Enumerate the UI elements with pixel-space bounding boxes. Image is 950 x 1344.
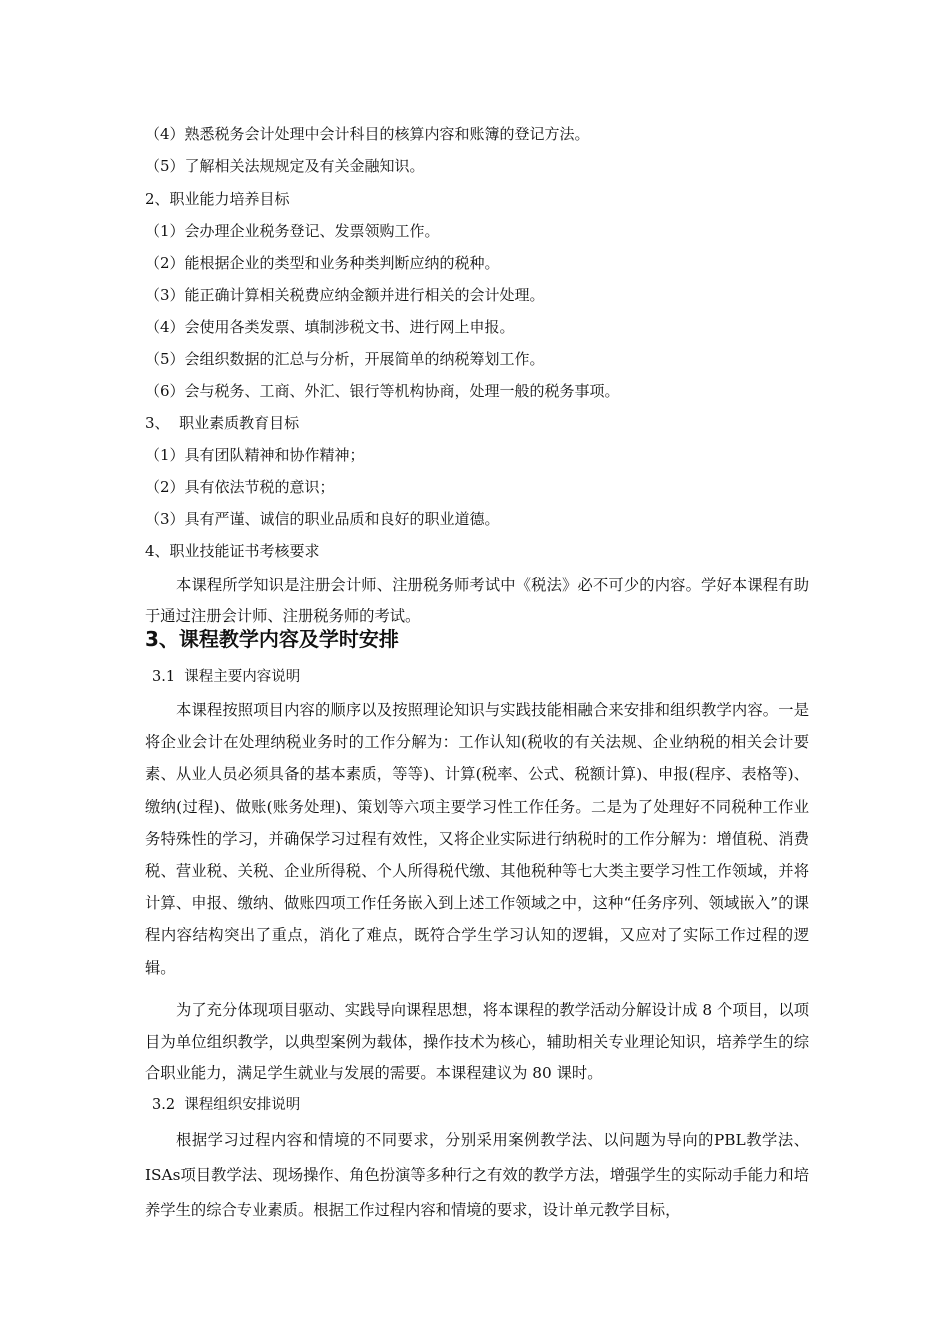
paragraph-3-2-text: 根据学习过程内容和情境的不同要求，分别采用案例教学法、以问题为导向的PBL教学法、ISAs项目教学法、现场操作、角色扮演等多种行之有效的教学方法，增强学生的实际动手能力和培养学生的综合专业素质。根据工作过程内容和情境的要求，设计单元教学目标， xyxy=(145,1131,809,1219)
paragraph-3-1-b xyxy=(145,995,809,1090)
paragraph-3-2 xyxy=(145,1123,809,1228)
ability-item-1: （1）会办理企业税务登记、发票领购工作。 xyxy=(145,222,440,240)
subsection-3-2-title: 3.2 课程组织安排说明 xyxy=(152,1097,301,1113)
knowledge-item-4: （4）熟悉税务会计处理中会计科目的核算内容和账簿的登记方法。 xyxy=(145,125,590,143)
cert-heading: 4、职业技能证书考核要求 xyxy=(145,542,320,560)
ability-heading: 2、职业能力培养目标 xyxy=(145,190,290,208)
ability-item-3: （3）能正确计算相关税费应纳金额并进行相关的会计处理。 xyxy=(145,286,545,304)
subsection-3-1-title: 3.1 课程主要内容说明 xyxy=(152,669,301,685)
ability-item-6: （6）会与税务、工商、外汇、银行等机构协商，处理一般的税务事项。 xyxy=(145,382,620,400)
quality-heading: 3、 职业素质教育目标 xyxy=(145,414,300,432)
section-3-title: 3、课程教学内容及学时安排 xyxy=(145,627,399,651)
ability-item-5: （5）会组织数据的汇总与分析，开展简单的纳税筹划工作。 xyxy=(145,350,545,368)
paragraph-3-1-b-text: 为了充分体现项目驱动、实践导向课程思想，将本课程的教学活动分解设计成 8 个项目，以项目为单位组织教学，以典型案例为载体，操作技术为核心，辅助相关专业理论知识，培养学生的综合职业能力，满足学生就业与发展的需要。本课程建议为 80 课时。 xyxy=(145,1001,809,1082)
quality-item-1: （1）具有团队精神和协作精神； xyxy=(145,446,365,464)
paragraph-3-1-a-text: 本课程按照项目内容的顺序以及按照理论知识与实践技能相融合来安排和组织教学内容。一是将企业会计在处理纳税业务时的工作分解为：工作认知(税收的有关法规、企业纳税的相关会计要素、从业人员必须具备的基本素质，等等)、计算(税率、公式、税额计算)、申报(程序、表格等)、缴纳(过程)、做账(账务处理)、策划等六项主要学习性工作任务。二是为了处理好不同税种工作业务特殊性的学习，并确保学习过程有效性，又将企业实际进行纳税时的工作分解为：增值税、消费税、营业税、关税、企业所得税、个人所得税代缴、其他税种等七大类主要学习性工作领域，并将计算、申报、缴纳、做账四项工作任务嵌入到上述工作领域之中，这种“任务序列、领域嵌入”的课程内容结构突出了重点，消化了难点，既符合学生学习认知的逻辑，又应对了实际工作过程的逻辑。 xyxy=(145,701,809,977)
ability-item-2: （2）能根据企业的类型和业务种类判断应纳的税种。 xyxy=(145,254,500,272)
quality-item-3: （3）具有严谨、诚信的职业品质和良好的职业道德。 xyxy=(145,510,500,528)
knowledge-item-5: （5）了解相关法规规定及有关金融知识。 xyxy=(145,157,425,175)
paragraph-3-1-a xyxy=(145,694,809,984)
cert-paragraph-text: 本课程所学知识是注册会计师、注册税务师考试中《税法》必不可少的内容。学好本课程有助于通过注册会计师、注册税务师的考试。 xyxy=(145,576,809,625)
cert-paragraph xyxy=(145,570,809,632)
ability-item-4: （4）会使用各类发票、填制涉税文书、进行网上申报。 xyxy=(145,318,515,336)
quality-item-2: （2）具有依法节税的意识； xyxy=(145,478,335,496)
